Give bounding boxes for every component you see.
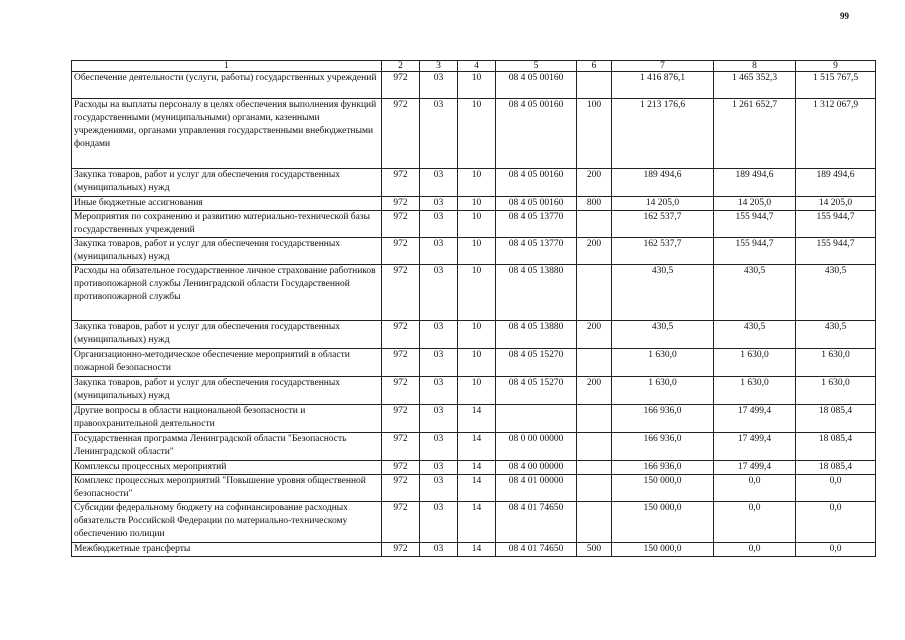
row-value-2024: 166 936,0 (612, 433, 714, 461)
row-subsection: 14 (458, 475, 496, 502)
row-section: 03 (420, 543, 458, 557)
table-row (72, 349, 876, 377)
row-value-2026: 0,0 (796, 475, 876, 502)
table-row (72, 461, 876, 475)
row-value-2025: 1 630,0 (714, 349, 796, 377)
row-section: 03 (420, 197, 458, 211)
row-target: 08 0 00 00000 (496, 433, 577, 461)
row-code: 972 (382, 197, 420, 211)
row-name: Закупка товаров, работ и услуг для обеспечения государственных (муниципальных) нужд (72, 238, 382, 265)
column-header: 1 (72, 61, 382, 72)
row-value-2026: 155 944,7 (796, 238, 876, 265)
row-value-2025: 0,0 (714, 543, 796, 557)
row-target: 08 4 05 00160 (496, 72, 577, 99)
row-subsection: 10 (458, 99, 496, 169)
row-value-2024: 1 213 176,6 (612, 99, 714, 169)
row-code: 972 (382, 377, 420, 405)
row-subsection: 10 (458, 72, 496, 99)
row-code: 972 (382, 265, 420, 321)
row-value-2024: 1 630,0 (612, 349, 714, 377)
row-code: 972 (382, 461, 420, 475)
row-subsection: 14 (458, 543, 496, 557)
column-header: 7 (612, 61, 714, 72)
row-code: 972 (382, 99, 420, 169)
row-value-2025: 0,0 (714, 475, 796, 502)
row-name: Расходы на обязательное государственное личное страхование работников противопожарной службы Ленинградской области Государственной противопожарной службы (72, 265, 382, 321)
row-type (577, 502, 612, 543)
row-type (577, 461, 612, 475)
row-name: Расходы на выплаты персоналу в целях обеспечения выполнения функций государственными (муниципальными) органами, казенными учреждениями, органами управления государственными внебюджетными фондами (72, 99, 382, 169)
row-value-2024: 430,5 (612, 321, 714, 349)
row-code: 972 (382, 349, 420, 377)
row-value-2026: 18 085,4 (796, 433, 876, 461)
row-value-2026: 430,5 (796, 321, 876, 349)
table-row (72, 265, 876, 321)
row-section: 03 (420, 349, 458, 377)
row-subsection: 10 (458, 321, 496, 349)
row-value-2026: 1 515 767,5 (796, 72, 876, 99)
row-subsection: 10 (458, 211, 496, 238)
row-target: 08 4 05 15270 (496, 349, 577, 377)
column-header: 3 (420, 61, 458, 72)
row-subsection: 10 (458, 349, 496, 377)
table-row (72, 72, 876, 99)
row-value-2026: 430,5 (796, 265, 876, 321)
row-type: 200 (577, 238, 612, 265)
table-row (72, 475, 876, 502)
row-value-2024: 166 936,0 (612, 405, 714, 433)
row-code: 972 (382, 502, 420, 543)
row-value-2026: 1 630,0 (796, 349, 876, 377)
row-code: 972 (382, 169, 420, 197)
row-type: 500 (577, 543, 612, 557)
row-value-2025: 430,5 (714, 265, 796, 321)
row-value-2024: 1 630,0 (612, 377, 714, 405)
column-header: 2 (382, 61, 420, 72)
table-row (72, 405, 876, 433)
row-code: 972 (382, 321, 420, 349)
row-type (577, 433, 612, 461)
row-name: Закупка товаров, работ и услуг для обеспечения государственных (муниципальных) нужд (72, 377, 382, 405)
row-section: 03 (420, 433, 458, 461)
row-target: 08 4 05 13880 (496, 265, 577, 321)
row-type (577, 475, 612, 502)
table-row (72, 211, 876, 238)
row-section: 03 (420, 99, 458, 169)
row-section: 03 (420, 169, 458, 197)
column-header: 6 (577, 61, 612, 72)
row-value-2024: 162 537,7 (612, 238, 714, 265)
row-value-2025: 17 499,4 (714, 461, 796, 475)
row-value-2026: 14 205,0 (796, 197, 876, 211)
row-value-2025: 155 944,7 (714, 211, 796, 238)
row-target: 08 4 05 00160 (496, 169, 577, 197)
row-target: 08 4 05 00160 (496, 197, 577, 211)
row-name: Комплексы процессных мероприятий (72, 461, 382, 475)
row-section: 03 (420, 265, 458, 321)
table-row (72, 502, 876, 543)
row-section: 03 (420, 377, 458, 405)
row-subsection: 10 (458, 238, 496, 265)
row-subsection: 10 (458, 197, 496, 211)
row-value-2026: 189 494,6 (796, 169, 876, 197)
row-value-2025: 14 205,0 (714, 197, 796, 211)
row-type: 200 (577, 169, 612, 197)
row-value-2025: 430,5 (714, 321, 796, 349)
row-value-2024: 150 000,0 (612, 502, 714, 543)
row-value-2025: 1 465 352,3 (714, 72, 796, 99)
column-header: 5 (496, 61, 577, 72)
row-value-2026: 18 085,4 (796, 461, 876, 475)
table-row (72, 377, 876, 405)
row-section: 03 (420, 238, 458, 265)
row-subsection: 10 (458, 265, 496, 321)
row-code: 972 (382, 72, 420, 99)
row-section: 03 (420, 502, 458, 543)
column-header: 8 (714, 61, 796, 72)
row-name: Иные бюджетные ассигнования (72, 197, 382, 211)
budget-table (71, 60, 876, 557)
row-section: 03 (420, 211, 458, 238)
row-target: 08 4 05 13880 (496, 321, 577, 349)
row-value-2025: 155 944,7 (714, 238, 796, 265)
row-subsection: 14 (458, 461, 496, 475)
row-value-2024: 162 537,7 (612, 211, 714, 238)
row-value-2025: 17 499,4 (714, 433, 796, 461)
row-section: 03 (420, 475, 458, 502)
row-name: Закупка товаров, работ и услуг для обеспечения государственных (муниципальных) нужд (72, 169, 382, 197)
row-name: Межбюджетные трансферты (72, 543, 382, 557)
row-code: 972 (382, 433, 420, 461)
row-value-2025: 189 494,6 (714, 169, 796, 197)
row-type: 200 (577, 377, 612, 405)
row-value-2024: 166 936,0 (612, 461, 714, 475)
row-value-2025: 17 499,4 (714, 405, 796, 433)
row-value-2025: 1 261 652,7 (714, 99, 796, 169)
row-target: 08 4 01 00000 (496, 475, 577, 502)
row-value-2024: 150 000,0 (612, 475, 714, 502)
row-subsection: 10 (458, 169, 496, 197)
row-value-2024: 189 494,6 (612, 169, 714, 197)
row-type (577, 405, 612, 433)
row-type (577, 265, 612, 321)
row-value-2025: 0,0 (714, 502, 796, 543)
row-target: 08 4 05 13770 (496, 211, 577, 238)
row-type (577, 72, 612, 99)
page-number: 99 (840, 11, 849, 21)
row-name: Субсидии федеральному бюджету на софинансирование расходных обязательств Российской Федерации по материально-техническому обеспечению полиции (72, 502, 382, 543)
row-value-2024: 1 416 876,1 (612, 72, 714, 99)
row-name: Закупка товаров, работ и услуг для обеспечения государственных (муниципальных) нужд (72, 321, 382, 349)
row-name: Другие вопросы в области национальной безопасности и правоохранительной деятельности (72, 405, 382, 433)
row-name: Обеспечение деятельности (услуги, работы) государственных учреждений (72, 72, 382, 99)
row-type: 800 (577, 197, 612, 211)
row-code: 972 (382, 238, 420, 265)
row-value-2026: 0,0 (796, 502, 876, 543)
row-subsection: 14 (458, 433, 496, 461)
row-target: 08 4 05 13770 (496, 238, 577, 265)
row-target: 08 4 01 74650 (496, 502, 577, 543)
row-name: Организационно-методическое обеспечение мероприятий в области пожарной безопасности (72, 349, 382, 377)
row-subsection: 14 (458, 502, 496, 543)
row-code: 972 (382, 543, 420, 557)
row-value-2024: 430,5 (612, 265, 714, 321)
row-type (577, 349, 612, 377)
row-target: 08 4 01 74650 (496, 543, 577, 557)
column-header: 9 (796, 61, 876, 72)
row-section: 03 (420, 461, 458, 475)
row-type: 200 (577, 321, 612, 349)
header-row (72, 61, 876, 72)
row-name: Комплекс процессных мероприятий "Повышение уровня общественной безопасности" (72, 475, 382, 502)
row-name: Мероприятия по сохранению и развитию материально-технической базы государственных учреждений (72, 211, 382, 238)
row-value-2025: 1 630,0 (714, 377, 796, 405)
row-target (496, 405, 577, 433)
table-row (72, 99, 876, 169)
row-section: 03 (420, 405, 458, 433)
row-value-2024: 14 205,0 (612, 197, 714, 211)
row-code: 972 (382, 405, 420, 433)
row-value-2026: 0,0 (796, 543, 876, 557)
row-type (577, 211, 612, 238)
row-target: 08 4 00 00000 (496, 461, 577, 475)
table-row (72, 169, 876, 197)
row-type: 100 (577, 99, 612, 169)
table-row (72, 543, 876, 557)
row-value-2026: 1 630,0 (796, 377, 876, 405)
row-section: 03 (420, 321, 458, 349)
row-section: 03 (420, 72, 458, 99)
row-name: Государственная программа Ленинградской области "Безопасность Ленинградской области" (72, 433, 382, 461)
row-value-2026: 18 085,4 (796, 405, 876, 433)
row-code: 972 (382, 211, 420, 238)
row-value-2026: 1 312 067,9 (796, 99, 876, 169)
row-subsection: 14 (458, 405, 496, 433)
column-header: 4 (458, 61, 496, 72)
row-target: 08 4 05 00160 (496, 99, 577, 169)
row-code: 972 (382, 475, 420, 502)
table-row (72, 238, 876, 265)
row-subsection: 10 (458, 377, 496, 405)
row-value-2024: 150 000,0 (612, 543, 714, 557)
table-row (72, 321, 876, 349)
table-row (72, 433, 876, 461)
row-value-2026: 155 944,7 (796, 211, 876, 238)
row-target: 08 4 05 15270 (496, 377, 577, 405)
table-row (72, 197, 876, 211)
